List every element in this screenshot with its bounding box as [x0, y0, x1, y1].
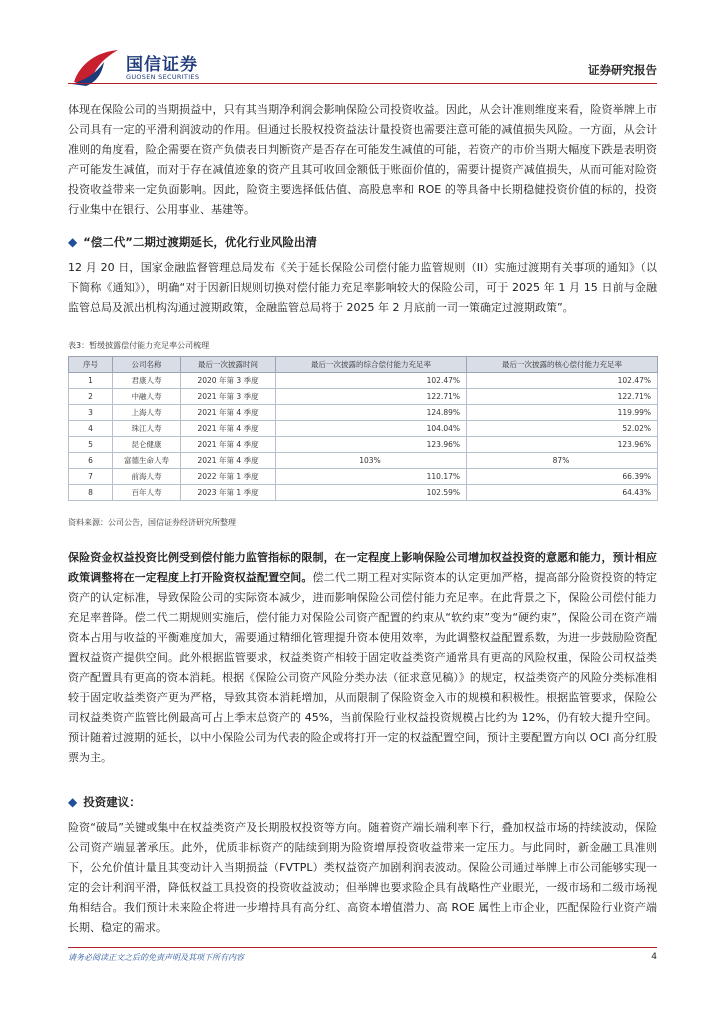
table-cell: 119.99% — [467, 405, 658, 421]
paragraph-investment-advice: 险资“破局”关键或集中在权益类资产及长期股权投资等方向。随着资产端长端利率下行，叠加权益市场的持续波动，保险公司资产端显著承压。此外，优质非标资产的陆续到期为险资增厚投资收益带来一定压力。与此同时，新金融工具准则下，公允价值计量且其变动计入当期损益（FVTPL）类权益资产加剧利润表波动。保险公司通过举牌上市公司能够实现一定的会计利润平滑，降低权益工具投资的投资收益波动；但举牌也要求险企具有战略性产业眼光，一级市场和二级市场视角相结合。我们预计未来险企将进一步增持具有高分红、高资本增值潜力、高 ROE 属性上市企业，匹配保险行业资产端长期、稳定的需求。 — [68, 821, 657, 934]
table-cell: 104.04% — [276, 421, 467, 437]
table-row — [69, 373, 658, 389]
table-cell: 上海人寿 — [113, 405, 181, 421]
table-cell: 103% — [276, 453, 467, 469]
table-cell: 66.39% — [467, 469, 658, 485]
table-cell: 2021 年第 4 季度 — [181, 437, 276, 453]
column-header: 最后一次披露时间 — [181, 357, 276, 373]
table-cell: 102.59% — [276, 485, 467, 501]
report-type-label: 证券研究报告 — [588, 63, 657, 77]
table-cell: 7 — [69, 469, 113, 485]
column-header: 最后一次披露的核心偿付能力充足率 — [467, 357, 658, 373]
table-cell: 2021 年第 3 季度 — [181, 389, 276, 405]
table-row — [69, 485, 658, 501]
header-divider — [68, 83, 657, 84]
table-cell: 5 — [69, 437, 113, 453]
table-cell: 富德生命人寿 — [113, 453, 181, 469]
table-cell: 君康人寿 — [113, 373, 181, 389]
table-cell: 87% — [467, 453, 658, 469]
table-cell: 2023 年第 1 季度 — [181, 485, 276, 501]
guosen-logo-icon — [70, 44, 122, 88]
diamond-bullet-icon: ◆ — [68, 795, 78, 809]
page-number: 4 — [651, 952, 657, 962]
brand-name-cn: 国信证券 — [126, 55, 198, 75]
solvency-table — [68, 356, 657, 501]
table-cell: 102.47% — [276, 373, 467, 389]
section-heading-transition — [68, 232, 317, 252]
table-source-note: 资料来源：公司公告，国信证券经济研究所整理 — [68, 518, 236, 527]
table-cell: 122.71% — [276, 389, 467, 405]
table-cell: 102.47% — [467, 373, 658, 389]
table-cell: 百年人寿 — [113, 485, 181, 501]
section-heading-advice — [68, 792, 141, 812]
table-cell: 3 — [69, 405, 113, 421]
brand-logo — [70, 44, 260, 88]
table-cell: 1 — [69, 373, 113, 389]
table-cell: 52.02% — [467, 421, 658, 437]
column-header: 最后一次披露的综合偿付能力充足率 — [276, 357, 467, 373]
table-cell: 123.96% — [467, 437, 658, 453]
table-cell: 2021 年第 4 季度 — [181, 453, 276, 469]
table-row — [69, 453, 658, 469]
section-heading-text: 投资建议： — [83, 795, 141, 809]
table-cell: 2 — [69, 389, 113, 405]
table-cell: 123.96% — [276, 437, 467, 453]
table-cell: 2021 年第 4 季度 — [181, 405, 276, 421]
paragraph-lead-bold: 保险资金权益投资比例受到偿付能力监管指标的限制，在一定程度上影响保险公司增加权益投资的意愿和能力，预计相应政策调整将在一定程度上打开险资权益配置空间。 — [68, 551, 657, 584]
table-cell: 124.89% — [276, 405, 467, 421]
column-header: 公司名称 — [113, 357, 181, 373]
table-cell: 2020 年第 3 季度 — [181, 373, 276, 389]
table-cell: 前海人寿 — [113, 469, 181, 485]
table-cell: 4 — [69, 421, 113, 437]
table-cell: 中融人寿 — [113, 389, 181, 405]
paragraph-equity-limit — [68, 548, 657, 768]
table-cell: 110.17% — [276, 469, 467, 485]
table-header-row — [69, 357, 658, 373]
table-cell: 珠江人寿 — [113, 421, 181, 437]
paragraph-notice: 12 月 20 日，国家金融监督管理总局发布《关于延长保险公司偿付能力监管规则（II）实施过渡期有关事项的通知》（以下简称《通知》），明确“对于因新旧规则切换对偿付能力充足率影响较大的保险公司，可于 2025 年 1 月 15 日前与金融监管总局及派出机构沟通过渡期政策，金融监管总局将于 2025 年 2 月底前一司一策确定过渡期政策”。 — [68, 261, 657, 314]
table-cell: 昆仑健康 — [113, 437, 181, 453]
footer-divider — [68, 947, 657, 948]
table-row — [69, 469, 658, 485]
table-cell: 122.71% — [467, 389, 658, 405]
paragraph-body: 偿二代二期工程对实际资本的认定更加严格，提高部分险资投资的特定资产的认定标准，导致保险公司的实际资本减少，进而影响保险公司偿付能力充足率。在此背景之下，保险公司偿付能力充足率普降。偿二代二期规则实施后，偿付能力对保险公司资产配置的约束从“软约束”变为“硬约束”，保险公司在资产端资本占用与收益的平衡难度加大，需要通过精细化管理提升资本使用效率，为此调整权益配置系数，为进一步鼓励险资配置权益资产提供空间。此外根据监管要求，权益类资产相较于固定收益类资产通常具有更高的风险权重，保险公司权益类资产配置具有更高的资本消耗。根据《保险公司资产风险分类办法（征求意见稿）》的规定，权益类资产的风险分类标准相较于固定收益类资产更为严格，导致其资本消耗增加，从而限制了保险资金入市的规模和积极性。根据监管要求，保险公司权益类资产监管比例最高可占上季末总资产的 45%，当前保险行业权益投资规模占比约为 12%，仍有较大提升空间。预计随着过渡期的延长，以中小保险公司为代表的险企或将打开一定的权益配置空间，预计主要配置方向以 OCI 高分红股票为主。 — [68, 571, 658, 764]
diamond-bullet-icon: ◆ — [68, 235, 78, 249]
column-header: 序号 — [69, 357, 113, 373]
table-row — [69, 437, 658, 453]
table-cell: 6 — [69, 453, 113, 469]
table-row — [69, 389, 658, 405]
table-row — [69, 405, 658, 421]
disclaimer-note: 请务必阅读正文之后的免责声明及其项下所有内容 — [68, 953, 244, 962]
table-cell: 64.43% — [467, 485, 658, 501]
table-row — [69, 421, 658, 437]
section-heading-text: “偿二代”二期过渡期延长，优化行业风险出清 — [83, 235, 317, 249]
table-cell: 2022 年第 1 季度 — [181, 469, 276, 485]
paragraph-accounting: 体现在保险公司的当期损益中，只有其当期净利润会影响保险公司投资收益。因此，从会计准则维度来看，险资举牌上市公司具有一定的平滑利润波动的作用。但通过长股权投资益法计量投资也需要注意可能的减值损失风险。一方面，从会计准则的角度看，险企需要在资产负债表日判断资产是否存在可能发生减值的可能，若资产的市价当期大幅度下跌是表明资产可能发生减值，而对于存在减值迹象的资产且其可收回金额低于账面价值的，需要计提资产减值损失，从而可能对险资投资收益带来一定负面影响。因此，险资主要选择低估值、高股息率和 ROE 的等具备中长期稳健投资价值的标的，投资行业集中在银行、公用事业、基建等。 — [68, 103, 657, 216]
table-caption: 表3：暂缓披露偿付能力充足率公司梳理 — [68, 341, 210, 350]
table-cell: 8 — [69, 485, 113, 501]
table-cell: 2021 年第 4 季度 — [181, 421, 276, 437]
brand-name-en: GUOSEN SECURITIES — [126, 73, 200, 81]
